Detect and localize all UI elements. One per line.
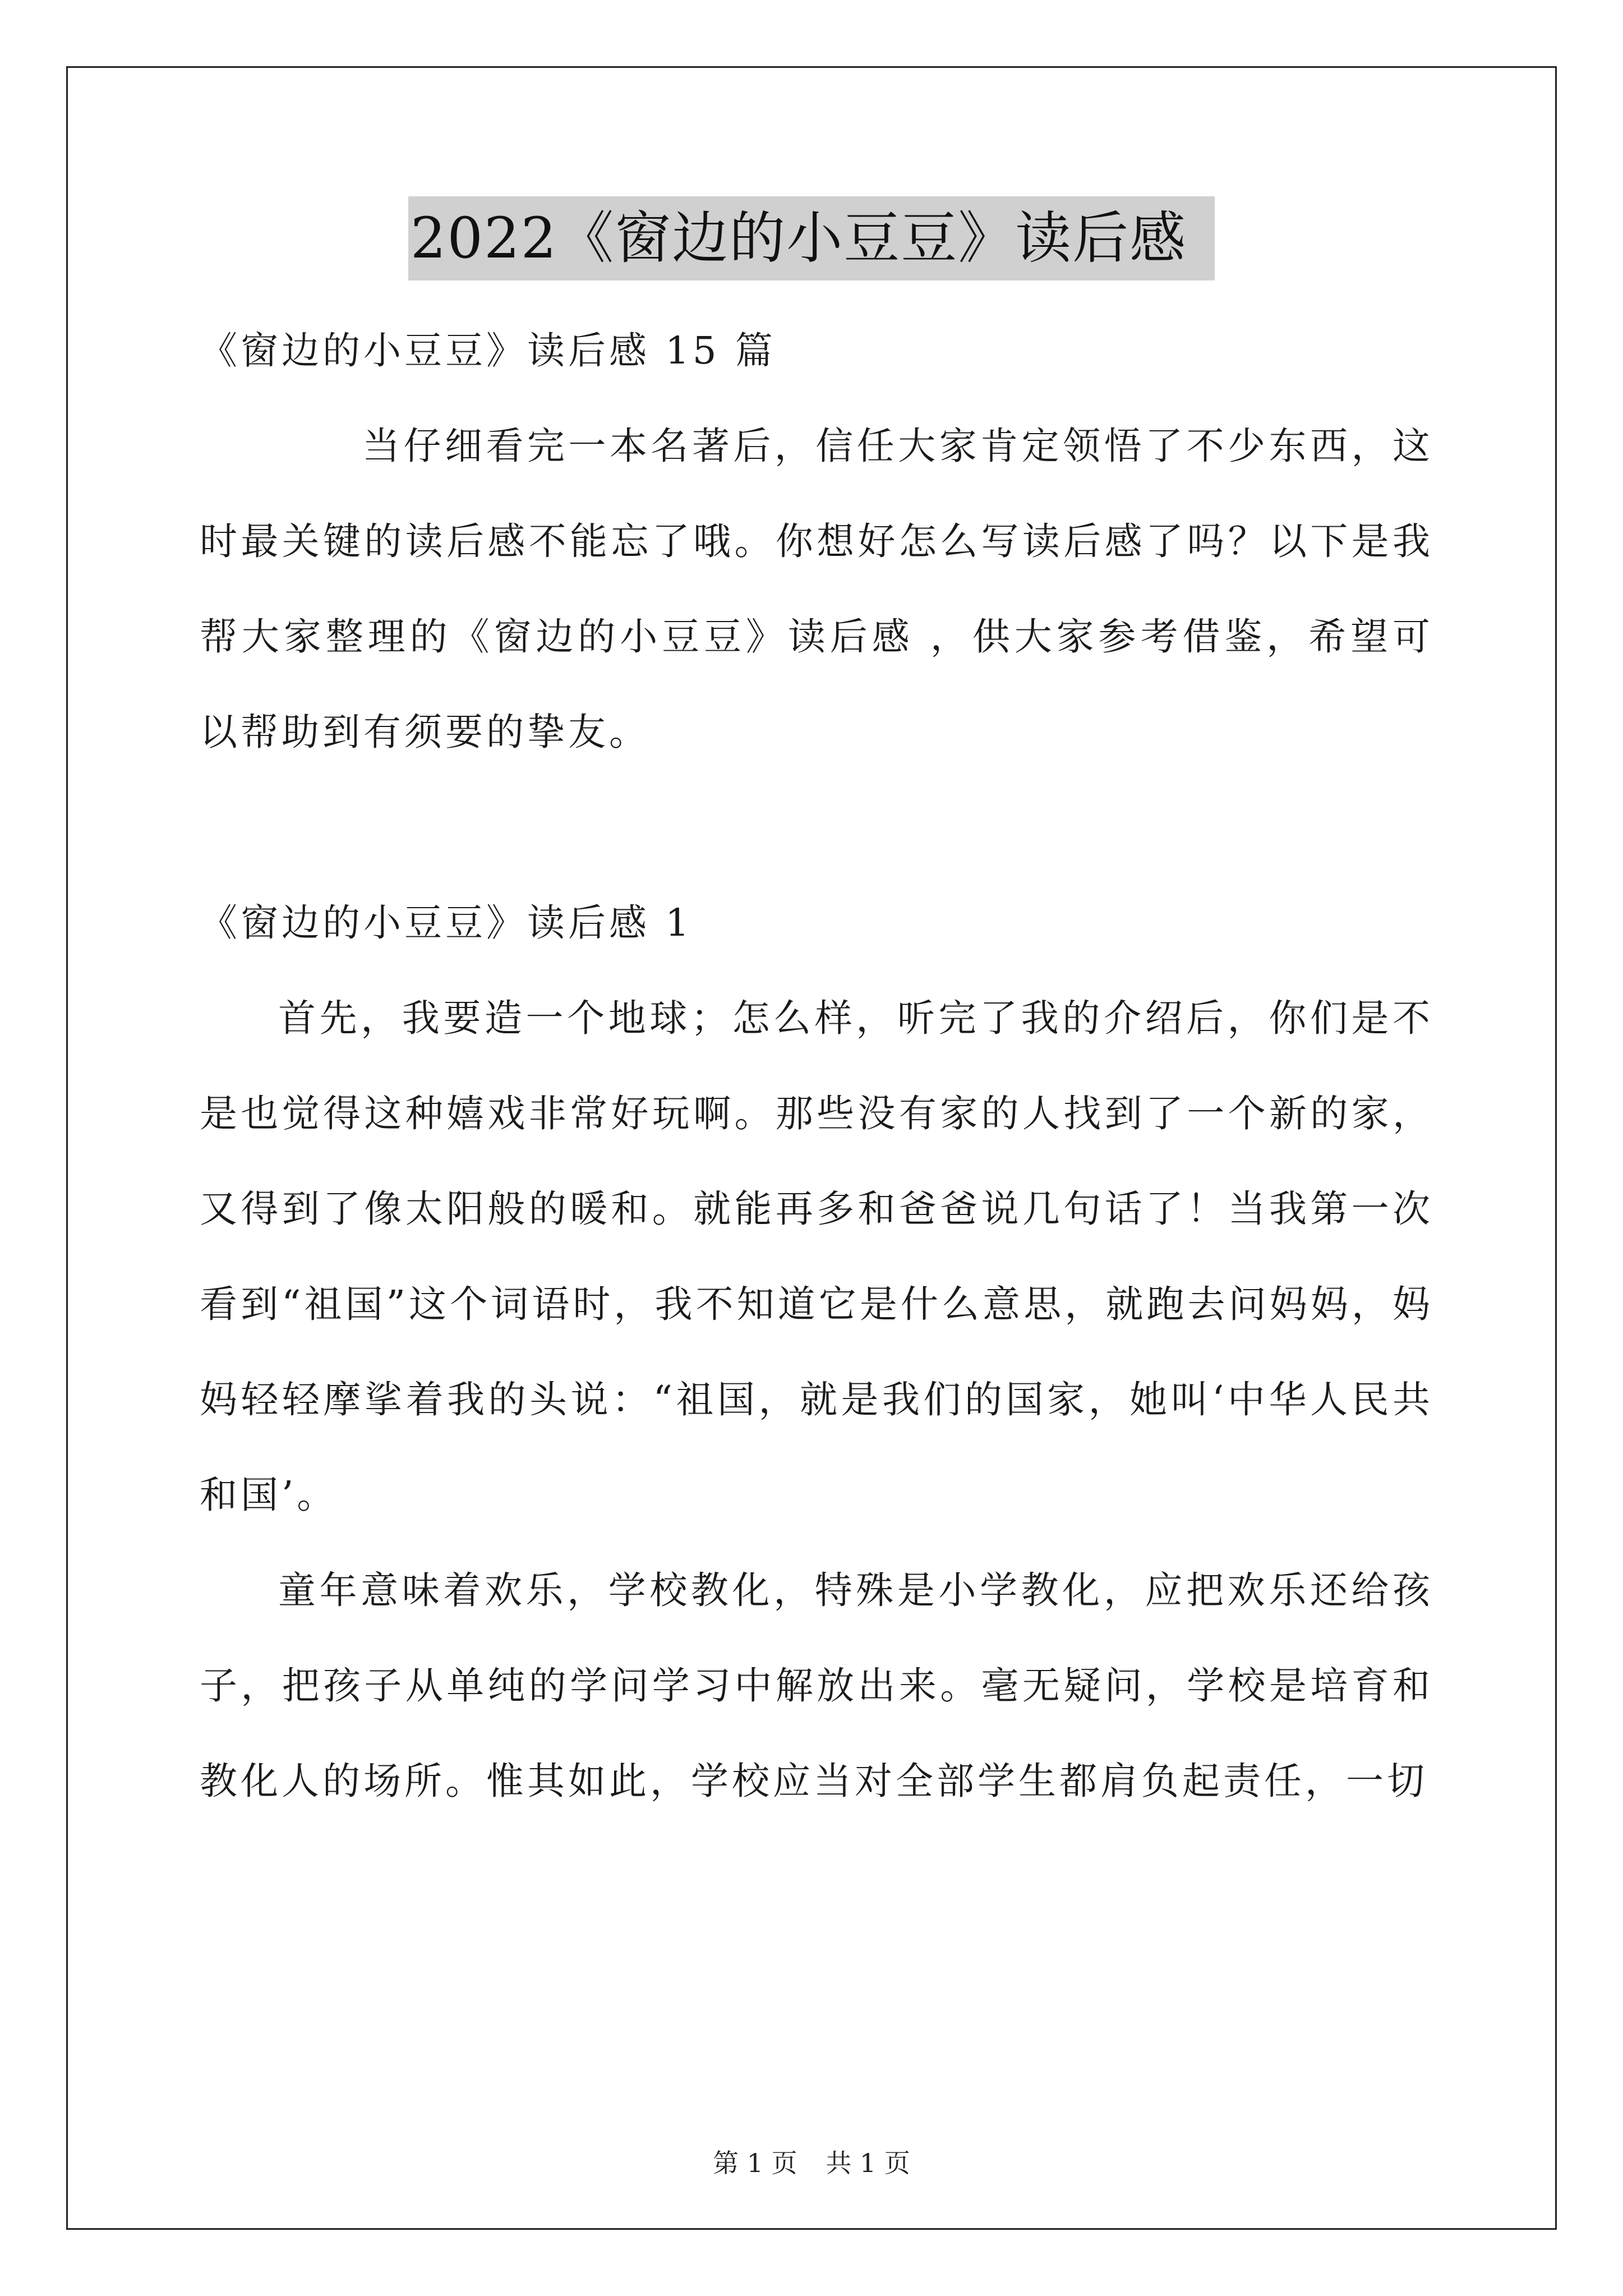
- page-total: 共 1 页: [826, 2148, 910, 2178]
- section-heading: 《窗边的小豆豆》读后感 1: [200, 901, 693, 945]
- page-number: 第 1 页: [713, 2148, 797, 2178]
- body-paragraph: 童年意味着欢乐，学校教化，特殊是小学教化，应把欢乐还给孩子，把孩子从单纯的学问学习中解放出来。毫无疑问，学校是培育和教化人的场所。惟其如此，学校应当对全部学生都肩负起责任，一切: [200, 1568, 1433, 1803]
- document-subtitle: 《窗边的小豆豆》读后感 15 篇: [200, 329, 776, 372]
- document-title: 2022《窗边的小豆豆》读后感: [408, 196, 1215, 280]
- intro-paragraph: 当仔细看完一本名著后，信任大家肯定领悟了不少东西，这时最关键的读后感不能忘了哦。你想好怎么写读后感了吗？以下是我帮大家整理的《窗边的小豆豆》读后感 ，供大家参考借鉴，希望可以帮助到有须要的挚友。: [200, 424, 1433, 754]
- title-block: [0, 196, 1623, 280]
- page-footer: [0, 2143, 1623, 2180]
- document-body: [200, 303, 1433, 1829]
- paragraph-gap: [200, 780, 1433, 875]
- body-paragraph: 首先，我要造一个地球；怎么样，听完了我的介绍后，你们是不是也觉得这种嬉戏非常好玩啊。那些没有家的人找到了一个新的家，又得到了像太阳般的暖和。就能再多和爸爸说几句话了！当我第一次看到“祖国”这个词语时，我不知道它是什么意思，就跑去问妈妈，妈妈轻轻摩挲着我的头说：“祖国，就是我们的国家，她叫‘中华人民共和国’。: [200, 996, 1433, 1517]
